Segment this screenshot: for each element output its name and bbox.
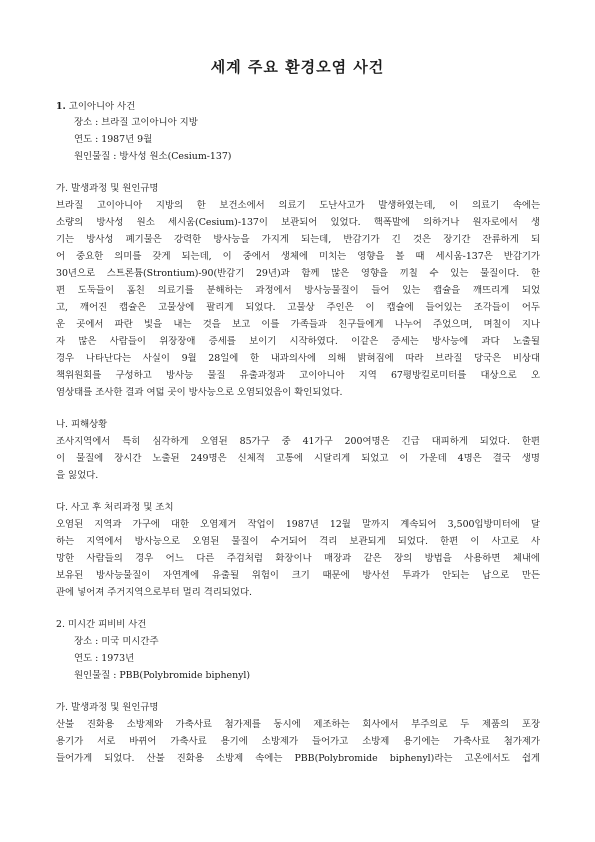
section-1-sub-c-heading: 다. 사고 후 처리과정 및 조치 <box>56 502 174 513</box>
section-1-place: 장소 : 브라질 고이아니아 지방 <box>74 117 198 128</box>
paragraph-line: 경우 나타난다는 사실이 9월 28일에 한 내과의사에 의해 밝혀짐에 따라 브라질 당국은 비상대 <box>56 353 540 364</box>
document-title: 세계 주요 환경오염 사건 <box>210 58 385 76</box>
section-1-heading <box>56 101 540 113</box>
paragraph-line: 운 곳에서 파란 빛을 내는 것을 보고 이를 가족들과 친구들에게 나누어 주었으며, 며칠이 지나 <box>56 319 540 330</box>
section-2-heading: 2. 미시간 피비비 사건 <box>56 619 147 630</box>
section-2-place: 장소 : 미국 미시간주 <box>74 636 159 647</box>
paragraph-line: 보유된 방사능물질이 자연계에 유출될 위험이 크기 때문에 방사선 투과가 안되는 납으로 만든 <box>56 570 540 581</box>
section-2-year: 연도 : 1973년 <box>74 653 135 664</box>
paragraph-line: 염상태를 조사한 결과 여덟 곳이 방사능으로 오염되었음이 확인되었다. <box>56 387 343 398</box>
section-2-pollutant: 원인물질 : PBB(Polybromide biphenyl) <box>74 670 251 681</box>
paragraph-line: 어 중요한 의미를 갖게 되는데, 이 중에서 생체에 미치는 영향을 볼 때 세시움-137은 반감기가 <box>56 251 540 262</box>
paragraph-line: 자 많은 사람들이 위장장애 증세를 보이기 시작하였다. 이같은 증세는 방사능에 과다 노출될 <box>56 336 540 347</box>
paragraph-line: 30년으로 스트론튬(Strontium)-90(반감기 29년)과 함께 많은 영향을 끼칠 수 있는 물질이다. 한 <box>56 268 540 279</box>
paragraph-line: 조사지역에서 특히 심각하게 오염된 85가구 중 41가구 200여명은 긴급 대피하게 되었다. 한편 <box>56 436 540 447</box>
section-1-sub-a-heading: 가. 발생과정 및 원인규명 <box>56 183 159 194</box>
section-1-title: 고이아니아 사건 <box>68 101 136 112</box>
paragraph-line: 을 잃었다. <box>56 470 99 481</box>
section-1-pollutant: 원인물질 : 방사성 원소(Cesium-137) <box>74 151 232 162</box>
paragraph-line: 이 물질에 장시간 노출된 249명은 신체적 고통에 시달리게 되었고 이 가운데 4명은 결국 생명 <box>56 453 540 464</box>
paragraph-line: 하는 지역에서 방사능으로 오염된 물질이 수거되어 격리 보관되게 되었다. 한편 이 사고로 사 <box>56 536 540 547</box>
paragraph-line: 망한 사람들의 경우 어느 다른 주검처럼 화장이나 매장과 같은 장의 방법을 사용하면 체내에 <box>56 553 540 564</box>
paragraph-line: 기는 방사성 폐기물은 강력한 방사능을 가지게 되는데, 반감기가 긴 것은 장기간 잔류하게 되 <box>56 234 540 245</box>
paragraph-line: 관에 넣어져 주거지역으로부터 멀리 격리되었다. <box>56 587 253 598</box>
paragraph-line: 용기가 서로 바뀌어 가축사료 용기에 소방제가 들어가고 소방제 용기에는 가축사료 첨가제가 <box>56 736 540 747</box>
section-1-number: 1. <box>56 101 66 112</box>
paragraph-line: 브라질 고이아니아 지방의 한 보건소에서 의료기 도난사고가 발생하였는데, 이 의료기 속에는 <box>56 200 540 211</box>
paragraph-line: 산불 진화용 소방제와 가축사료 첨가제를 동시에 제조하는 회사에서 부주의로 두 제품의 포장 <box>56 719 540 730</box>
paragraph-line: 편 도둑들이 훔친 의료기를 분해하는 과정에서 방사능물질이 들어 있는 캡슐을 깨뜨리게 되었 <box>56 285 540 296</box>
section-2-sub-a-heading: 가. 발생과정 및 원인규명 <box>56 702 159 713</box>
paragraph-line: 고, 깨어진 캡슐은 고물상에 팔리게 되었다. 고물상 주인은 이 캡슐에 들어있는 조각들이 어두 <box>56 302 540 313</box>
paragraph-line: 책위원회를 구성하고 방사능 물질 유출과정과 고이아니아 지역 67평방킬로미터를 대상으로 오 <box>56 370 540 381</box>
paragraph-line: 소량의 방사성 원소 세시움(Cesium)-137이 보관되어 있었다. 핵폭발에 의하거나 원자로에서 생 <box>56 217 540 228</box>
section-1-sub-b-heading: 나. 피해상황 <box>56 419 108 430</box>
paragraph-line: 들어가게 되었다. 산불 진화용 소방제 속에는 PBB(Polybromide biphenyl)라는 고온에서도 쉽게 <box>56 753 540 764</box>
section-1-year: 연도 : 1987년 9월 <box>74 134 153 145</box>
paragraph-line: 오염된 지역과 가구에 대한 오염제거 작업이 1987년 12월 말까지 계속되어 3,500입방미터에 달 <box>56 519 540 530</box>
